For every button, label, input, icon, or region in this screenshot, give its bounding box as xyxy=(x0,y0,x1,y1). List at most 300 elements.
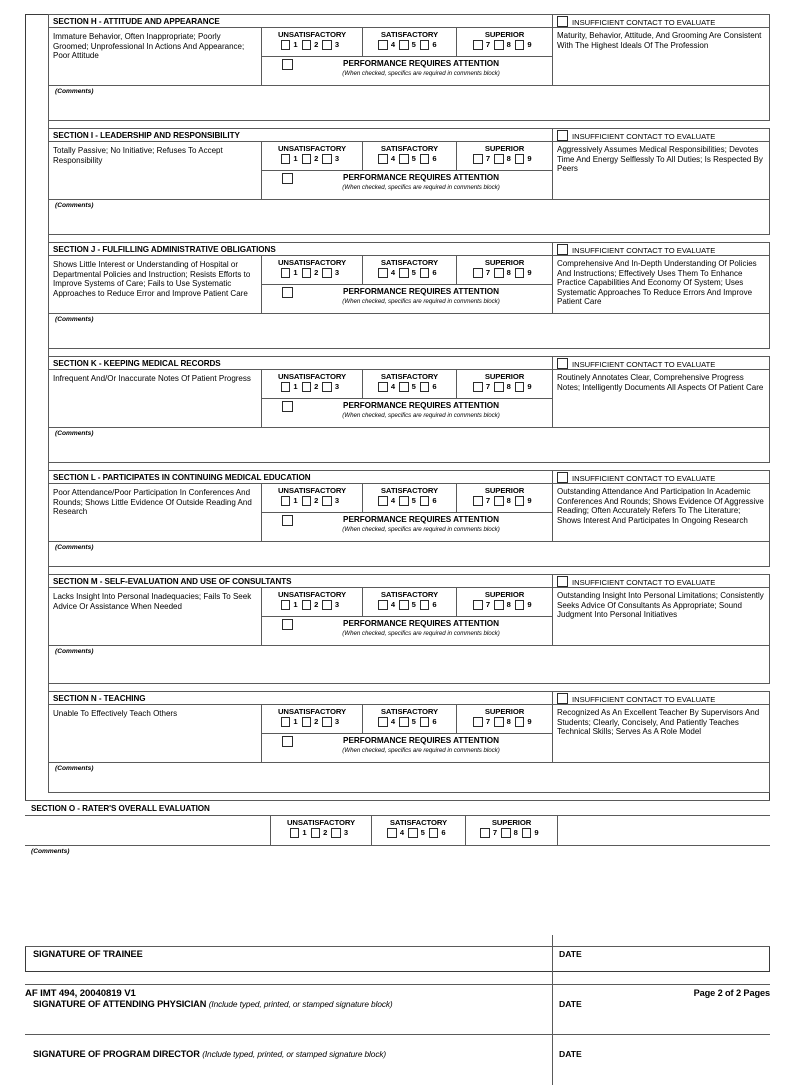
rating-option[interactable] xyxy=(473,600,494,610)
rating-option[interactable] xyxy=(515,717,536,727)
rating-option[interactable] xyxy=(290,828,311,838)
rating-option[interactable] xyxy=(501,828,522,838)
section-n xyxy=(49,691,770,793)
section-o-comments-block[interactable] xyxy=(25,846,770,946)
rating-checkbox-6[interactable] xyxy=(420,600,430,610)
signature-field[interactable] xyxy=(25,935,553,984)
rating-group-unsatisfactory xyxy=(262,484,363,512)
rating-option[interactable] xyxy=(515,154,536,164)
section-body xyxy=(49,256,769,313)
rating-option[interactable] xyxy=(387,828,408,838)
rating-option[interactable] xyxy=(515,268,536,278)
performance-requires-attention-checkbox[interactable] xyxy=(282,515,293,526)
rating-option[interactable] xyxy=(378,717,399,727)
rating-scale-row xyxy=(262,370,552,399)
insufficient-contact-label xyxy=(553,692,769,704)
section-header xyxy=(49,575,769,588)
rating-checkbox-6[interactable] xyxy=(420,268,430,278)
rating-checkbox-3[interactable] xyxy=(322,496,332,506)
rating-scale-row xyxy=(271,816,557,845)
rating-option[interactable] xyxy=(322,154,343,164)
rating-checkbox-6[interactable] xyxy=(420,154,430,164)
negative-descriptor: Poor Attendance/Poor Participation In Conferences And Rounds; Shows Little Evidence Of Outside Reading And Research xyxy=(49,484,262,541)
rating-checkbox-8[interactable] xyxy=(494,268,504,278)
rating-number-5: 5 xyxy=(411,496,416,506)
rating-number-3: 3 xyxy=(334,717,340,727)
rating-checkbox-9[interactable] xyxy=(515,40,525,50)
comments-block[interactable] xyxy=(49,762,769,792)
insufficient-contact-checkbox[interactable] xyxy=(557,358,568,369)
rating-option[interactable] xyxy=(515,40,536,50)
rating-option[interactable] xyxy=(378,154,399,164)
rating-checkbox-5[interactable] xyxy=(399,496,409,506)
rating-number-9: 9 xyxy=(527,154,532,164)
underline-rule xyxy=(570,141,767,142)
pra-title: PERFORMANCE REQUIRES ATTENTION xyxy=(343,401,499,410)
rating-group-unsatisfactory xyxy=(262,370,363,398)
rating-checkbox-5[interactable] xyxy=(399,717,409,727)
date-label: DATE xyxy=(559,999,582,1009)
rating-checkbox-1[interactable] xyxy=(281,268,291,278)
rating-group-satisfactory xyxy=(363,142,457,170)
page-number: Page 2 of 2 Pages xyxy=(693,988,770,998)
rating-number-4: 4 xyxy=(390,268,396,278)
performance-requires-attention-row[interactable] xyxy=(262,171,552,197)
section-body xyxy=(49,370,769,427)
rating-group-label: UNSATISFACTORY xyxy=(277,707,347,716)
rating-option[interactable] xyxy=(322,600,343,610)
rating-option[interactable] xyxy=(302,382,323,392)
positive-descriptor: Routinely Annotates Clear, Comprehensive Progress Notes; Intelligently Documents All Aspects Of Patient Care xyxy=(557,373,764,392)
rating-scale xyxy=(262,28,553,85)
rating-checkbox-8[interactable] xyxy=(494,600,504,610)
rating-checkbox-4[interactable] xyxy=(378,268,388,278)
section-title: SECTION J - FULFILLING ADMINISTRATIVE OBLIGATIONS xyxy=(49,243,553,255)
rating-option[interactable] xyxy=(302,496,323,506)
rating-checkbox-1[interactable] xyxy=(281,496,291,506)
section-header xyxy=(49,357,769,370)
rating-checkbox-3[interactable] xyxy=(322,154,332,164)
insufficient-contact-checkbox[interactable] xyxy=(557,130,568,141)
rating-checkbox-row xyxy=(473,154,535,164)
rating-checkbox-2[interactable] xyxy=(302,382,312,392)
rating-group-superior xyxy=(457,370,552,398)
rating-option[interactable] xyxy=(408,828,429,838)
rating-option[interactable] xyxy=(322,40,343,50)
performance-requires-attention-checkbox[interactable] xyxy=(282,736,293,747)
rating-scale xyxy=(262,370,553,427)
rating-checkbox-7[interactable] xyxy=(473,600,483,610)
insufficient-contact-label xyxy=(553,15,769,27)
rating-option[interactable] xyxy=(420,382,441,392)
section-title: SECTION L - PARTICIPATES IN CONTINUING MEDICAL EDUCATION xyxy=(49,471,553,483)
rating-checkbox-row xyxy=(281,40,343,50)
rating-option[interactable] xyxy=(494,382,515,392)
rating-group-satisfactory xyxy=(372,816,466,845)
rating-checkbox-4[interactable] xyxy=(378,382,388,392)
rating-option[interactable] xyxy=(473,40,494,50)
rating-number-3: 3 xyxy=(343,828,349,838)
rating-checkbox-row xyxy=(281,717,343,727)
rating-number-6: 6 xyxy=(432,717,437,727)
rating-checkbox-9[interactable] xyxy=(515,154,525,164)
rating-option[interactable] xyxy=(322,382,343,392)
rating-option[interactable] xyxy=(494,154,515,164)
insufficient-contact-checkbox[interactable] xyxy=(557,16,568,27)
rating-group-superior xyxy=(457,256,552,284)
rating-option[interactable] xyxy=(378,268,399,278)
rating-checkbox-8[interactable] xyxy=(494,154,504,164)
performance-requires-attention-checkbox[interactable] xyxy=(282,173,293,184)
rating-checkbox-2[interactable] xyxy=(311,828,321,838)
rating-checkbox-5[interactable] xyxy=(399,268,409,278)
rating-checkbox-8[interactable] xyxy=(501,828,511,838)
rating-option[interactable] xyxy=(281,382,302,392)
rating-group-label: UNSATISFACTORY xyxy=(277,372,347,381)
rating-group-unsatisfactory xyxy=(262,142,363,170)
form-number: AF IMT 494, 20040819 V1 xyxy=(25,988,136,999)
negative-descriptor: Unable To Effectively Teach Others xyxy=(49,705,262,762)
rating-number-9: 9 xyxy=(527,717,532,727)
rating-checkbox-1[interactable] xyxy=(281,40,291,50)
rating-group-superior xyxy=(457,28,552,56)
rating-option[interactable] xyxy=(515,496,536,506)
rating-checkbox-5[interactable] xyxy=(399,600,409,610)
rating-option[interactable] xyxy=(281,600,302,610)
rating-option[interactable] xyxy=(515,382,536,392)
rating-number-5: 5 xyxy=(411,717,416,727)
section-title: SECTION N - TEACHING xyxy=(49,692,553,704)
rating-checkbox-row xyxy=(378,717,440,727)
rating-number-5: 5 xyxy=(411,600,416,610)
underline-rule xyxy=(570,587,767,588)
rating-checkbox-row xyxy=(281,600,343,610)
pra-note: (When checked, specifics are required in comments block) xyxy=(342,70,500,77)
rating-checkbox-3[interactable] xyxy=(322,268,332,278)
rating-option[interactable] xyxy=(473,717,494,727)
rating-number-3: 3 xyxy=(334,268,340,278)
rating-option[interactable] xyxy=(494,268,515,278)
rating-option[interactable] xyxy=(302,268,323,278)
rating-number-6: 6 xyxy=(432,40,437,50)
performance-requires-attention-checkbox[interactable] xyxy=(282,619,293,630)
rating-option[interactable] xyxy=(473,496,494,506)
rating-checkbox-7[interactable] xyxy=(473,40,483,50)
rating-option[interactable] xyxy=(281,496,302,506)
rating-option[interactable] xyxy=(473,154,494,164)
insufficient-contact-label xyxy=(553,575,769,587)
rating-number-2: 2 xyxy=(314,154,319,164)
comments-label: (Comments) xyxy=(31,848,70,855)
rating-option[interactable] xyxy=(378,600,399,610)
rating-checkbox-row xyxy=(473,382,535,392)
positive-descriptor: Outstanding Insight Into Personal Limitations; Consistently Seeks Advice Of Consultants As Appropriate; Sound Judgment Into Personal Initiatives xyxy=(557,591,764,620)
performance-requires-attention-row[interactable] xyxy=(262,513,552,539)
rating-group-label: UNSATISFACTORY xyxy=(286,818,356,827)
underline-rule xyxy=(570,255,767,256)
rating-checkbox-7[interactable] xyxy=(473,496,483,506)
rating-group-superior xyxy=(457,142,552,170)
rating-checkbox-1[interactable] xyxy=(281,600,291,610)
negative-descriptor: Lacks Insight Into Personal Inadequacies; Fails To Seek Advice Or Assistance When Needed xyxy=(49,588,262,645)
section-i xyxy=(49,128,770,235)
rating-group-label: SATISFACTORY xyxy=(380,372,439,381)
rating-checkbox-1[interactable] xyxy=(281,154,291,164)
rating-checkbox-1[interactable] xyxy=(290,828,300,838)
rating-checkbox-9[interactable] xyxy=(515,496,525,506)
insufficient-contact-checkbox[interactable] xyxy=(557,693,568,704)
rating-option[interactable] xyxy=(420,268,441,278)
rating-scale-row xyxy=(262,256,552,285)
rating-checkbox-4[interactable] xyxy=(387,828,397,838)
rating-checkbox-4[interactable] xyxy=(378,717,388,727)
comments-label: (Comments) xyxy=(55,316,94,323)
rating-option[interactable] xyxy=(420,154,441,164)
performance-requires-attention-checkbox[interactable] xyxy=(282,401,293,412)
rating-group-satisfactory xyxy=(363,256,457,284)
comments-block[interactable] xyxy=(49,313,769,348)
section-title: SECTION K - KEEPING MEDICAL RECORDS xyxy=(49,357,553,369)
rating-option[interactable] xyxy=(281,268,302,278)
rating-checkbox-7[interactable] xyxy=(480,828,490,838)
rating-option[interactable] xyxy=(420,496,441,506)
insufficient-contact-text: INSUFFICIENT CONTACT TO EVALUATE xyxy=(572,474,716,483)
rating-option[interactable] xyxy=(378,496,399,506)
rating-option[interactable] xyxy=(281,717,302,727)
rating-checkbox-8[interactable] xyxy=(494,496,504,506)
rating-checkbox-4[interactable] xyxy=(378,154,388,164)
rating-checkbox-7[interactable] xyxy=(473,382,483,392)
date-field[interactable] xyxy=(553,1035,770,1085)
rating-group-label: SUPERIOR xyxy=(491,818,532,827)
rating-option[interactable] xyxy=(399,268,420,278)
performance-requires-attention-row[interactable] xyxy=(262,734,552,760)
performance-requires-attention-text xyxy=(262,401,552,420)
performance-requires-attention-row[interactable] xyxy=(262,57,552,83)
comments-block[interactable] xyxy=(49,645,769,683)
rating-group-label: UNSATISFACTORY xyxy=(277,30,347,39)
underline-rule xyxy=(570,27,767,28)
pra-title: PERFORMANCE REQUIRES ATTENTION xyxy=(343,173,499,182)
rating-checkbox-row xyxy=(281,382,343,392)
rating-option[interactable] xyxy=(281,40,302,50)
rating-option[interactable] xyxy=(322,717,343,727)
rating-checkbox-4[interactable] xyxy=(378,40,388,50)
rating-checkbox-5[interactable] xyxy=(399,40,409,50)
rating-checkbox-9[interactable] xyxy=(515,382,525,392)
rating-checkbox-9[interactable] xyxy=(522,828,532,838)
rating-group-superior xyxy=(457,588,552,616)
rating-checkbox-row xyxy=(378,40,440,50)
rating-option[interactable] xyxy=(302,600,323,610)
rating-checkbox-2[interactable] xyxy=(302,600,312,610)
pra-note: (When checked, specifics are required in comments block) xyxy=(342,630,500,637)
rating-option[interactable] xyxy=(473,268,494,278)
rating-checkbox-4[interactable] xyxy=(378,496,388,506)
rating-option[interactable] xyxy=(322,496,343,506)
negative-descriptor: Infrequent And/Or Inaccurate Notes Of Patient Progress xyxy=(49,370,262,427)
rating-checkbox-3[interactable] xyxy=(322,40,332,50)
rating-option[interactable] xyxy=(494,717,515,727)
insufficient-contact-checkbox[interactable] xyxy=(557,244,568,255)
positive-descriptor: Outstanding Attendance And Participation In Academic Conferences And Rounds; Shows Evidence Of Aggressive Reading; Often Accurately Refers To The Literature; Shows Interest And Participates In Ongoing Research xyxy=(557,487,764,525)
rating-group-label: SATISFACTORY xyxy=(389,818,448,827)
section-title: SECTION H - ATTITUDE AND APPEARANCE xyxy=(49,15,553,27)
rating-checkbox-6[interactable] xyxy=(420,717,430,727)
rating-checkbox-7[interactable] xyxy=(473,268,483,278)
rating-option[interactable] xyxy=(494,496,515,506)
comments-label: (Comments) xyxy=(55,648,94,655)
evaluation-sections-container xyxy=(48,14,770,793)
performance-requires-attention-text xyxy=(262,173,552,192)
rating-checkbox-2[interactable] xyxy=(302,496,312,506)
performance-requires-attention-checkbox[interactable] xyxy=(282,59,293,70)
rating-checkbox-5[interactable] xyxy=(408,828,418,838)
rating-checkbox-2[interactable] xyxy=(302,268,312,278)
rating-checkbox-row xyxy=(378,496,440,506)
rating-number-5: 5 xyxy=(411,268,416,278)
rating-checkbox-1[interactable] xyxy=(281,382,291,392)
rating-option[interactable] xyxy=(399,382,420,392)
rating-checkbox-3[interactable] xyxy=(331,828,341,838)
rating-checkbox-1[interactable] xyxy=(281,717,291,727)
comments-block[interactable] xyxy=(49,85,769,120)
rating-checkbox-7[interactable] xyxy=(473,717,483,727)
rating-option[interactable] xyxy=(322,268,343,278)
section-o-left-spacer xyxy=(25,816,271,845)
section-header xyxy=(49,471,769,484)
performance-requires-attention-row[interactable] xyxy=(262,617,552,643)
rating-checkbox-8[interactable] xyxy=(494,382,504,392)
pra-note: (When checked, specifics are required in comments block) xyxy=(342,298,500,305)
section-divider xyxy=(49,235,770,242)
rating-option[interactable] xyxy=(515,600,536,610)
rating-option[interactable] xyxy=(302,40,323,50)
rating-checkbox-2[interactable] xyxy=(302,717,312,727)
rating-group-label: SUPERIOR xyxy=(484,707,525,716)
rating-option[interactable] xyxy=(494,40,515,50)
rating-group-label: UNSATISFACTORY xyxy=(277,486,347,495)
section-body xyxy=(49,705,769,762)
comments-block[interactable] xyxy=(49,199,769,234)
rating-group-label: UNSATISFACTORY xyxy=(277,144,347,153)
rating-group-label: SATISFACTORY xyxy=(380,486,439,495)
rating-checkbox-5[interactable] xyxy=(399,154,409,164)
rating-checkbox-9[interactable] xyxy=(515,717,525,727)
rating-group-label: SUPERIOR xyxy=(484,30,525,39)
rating-checkbox-9[interactable] xyxy=(515,268,525,278)
signature-field[interactable] xyxy=(25,1035,553,1085)
rating-option[interactable] xyxy=(420,717,441,727)
rating-checkbox-6[interactable] xyxy=(429,828,439,838)
rating-option[interactable] xyxy=(378,40,399,50)
date-field[interactable] xyxy=(553,935,770,984)
rating-option[interactable] xyxy=(420,40,441,50)
rating-group-satisfactory xyxy=(363,588,457,616)
rating-number-2: 2 xyxy=(314,40,319,50)
rating-option[interactable] xyxy=(331,828,352,838)
comments-block[interactable] xyxy=(49,541,769,566)
rating-checkbox-9[interactable] xyxy=(515,600,525,610)
performance-requires-attention-text xyxy=(262,59,552,78)
insufficient-contact-checkbox[interactable] xyxy=(557,472,568,483)
signature-label: SIGNATURE OF PROGRAM DIRECTOR xyxy=(33,1049,203,1059)
rating-option[interactable] xyxy=(399,40,420,50)
rating-checkbox-row xyxy=(281,496,343,506)
rating-checkbox-6[interactable] xyxy=(420,382,430,392)
section-j xyxy=(49,242,770,349)
rating-option[interactable] xyxy=(399,600,420,610)
signature-label: SIGNATURE OF ATTENDING PHYSICIAN xyxy=(33,999,209,1009)
rating-checkbox-6[interactable] xyxy=(420,496,430,506)
rating-group-superior xyxy=(457,484,552,512)
rating-number-4: 4 xyxy=(390,717,396,727)
performance-requires-attention-row[interactable] xyxy=(262,399,552,425)
rating-option[interactable] xyxy=(311,828,332,838)
rating-checkbox-3[interactable] xyxy=(322,600,332,610)
rating-option[interactable] xyxy=(378,382,399,392)
rating-checkbox-7[interactable] xyxy=(473,154,483,164)
rating-option[interactable] xyxy=(302,717,323,727)
rating-group-label: SATISFACTORY xyxy=(380,144,439,153)
performance-requires-attention-checkbox[interactable] xyxy=(282,287,293,298)
rating-number-8: 8 xyxy=(513,828,518,838)
rating-checkbox-2[interactable] xyxy=(302,154,312,164)
rating-number-6: 6 xyxy=(432,154,437,164)
rating-option[interactable] xyxy=(473,382,494,392)
section-body xyxy=(49,142,769,199)
performance-requires-attention-text xyxy=(262,619,552,638)
rating-number-3: 3 xyxy=(334,600,340,610)
rating-checkbox-4[interactable] xyxy=(378,600,388,610)
rating-checkbox-8[interactable] xyxy=(494,717,504,727)
performance-requires-attention-text xyxy=(262,287,552,306)
rating-checkbox-3[interactable] xyxy=(322,717,332,727)
rating-checkbox-3[interactable] xyxy=(322,382,332,392)
positive-descriptor: Maturity, Behavior, Attitude, And Grooming Are Consistent With The Highest Ideals Of The Profession xyxy=(557,31,762,50)
insufficient-contact-checkbox[interactable] xyxy=(557,576,568,587)
rating-option[interactable] xyxy=(302,154,323,164)
performance-requires-attention-row[interactable] xyxy=(262,285,552,311)
section-divider xyxy=(49,567,770,574)
rating-number-5: 5 xyxy=(411,382,416,392)
rating-checkbox-6[interactable] xyxy=(420,40,430,50)
comments-label: (Comments) xyxy=(55,544,94,551)
rating-option[interactable] xyxy=(494,600,515,610)
rating-option[interactable] xyxy=(399,154,420,164)
rating-checkbox-2[interactable] xyxy=(302,40,312,50)
rating-checkbox-row xyxy=(378,600,440,610)
negative-descriptor: Shows Little Interest or Understanding of Hospital or Departmental Policies and Instruction; Resists Efforts to Improve Systems of Care; Fails to Use Systematic Approaches to Reduce Error and Improve Patient Care xyxy=(49,256,262,313)
rating-checkbox-row xyxy=(473,268,535,278)
rating-number-1: 1 xyxy=(293,268,298,278)
rating-checkbox-8[interactable] xyxy=(494,40,504,50)
rating-option[interactable] xyxy=(480,828,501,838)
rating-option[interactable] xyxy=(399,717,420,727)
underline-rule xyxy=(570,483,767,484)
rating-option[interactable] xyxy=(522,828,543,838)
rating-option[interactable] xyxy=(281,154,302,164)
comments-block[interactable] xyxy=(49,427,769,462)
section-m xyxy=(49,574,770,684)
rating-option[interactable] xyxy=(420,600,441,610)
rating-option[interactable] xyxy=(399,496,420,506)
section-divider xyxy=(49,684,770,691)
section-header xyxy=(49,129,769,142)
rating-checkbox-5[interactable] xyxy=(399,382,409,392)
rating-number-8: 8 xyxy=(506,40,511,50)
rating-option[interactable] xyxy=(429,828,450,838)
